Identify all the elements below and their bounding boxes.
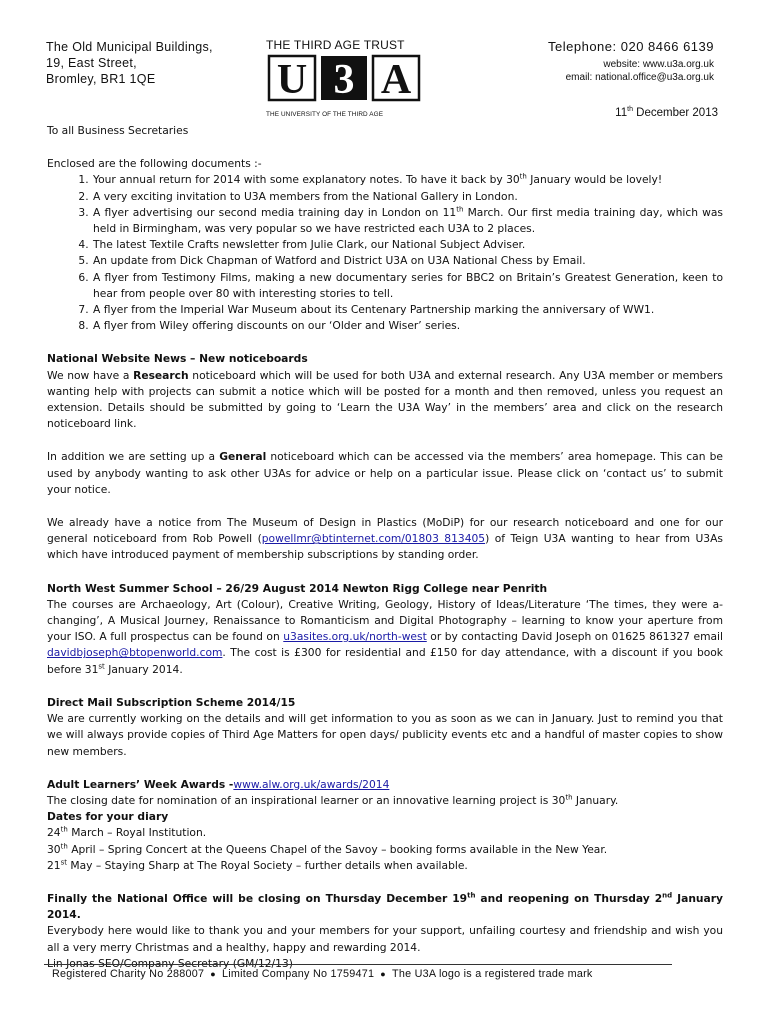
u3a-logo [266,38,422,118]
charity-number: Registered Charity No 288007 [52,968,205,980]
enclosed-intro: Enclosed are the following documents :- [47,157,262,171]
svg-text:U: U [276,57,308,103]
salutation: To all Business Secretaries [47,124,189,137]
paragraph: We already have a notice from The Museum of Design in Plastics (MoDiP) for our research noticeboard and one for our general noticeboard from Rob Powell (powellmr@btinternet.com/01803 813405) of Teign U3A wanting to hear from U3As which have introduced payment of membership subscriptions by standing order. [47,516,723,562]
telephone: Telephone: 020 8466 6139 [548,39,714,54]
website-link[interactable]: u3asites.org.uk/north-west [283,630,427,644]
address-line: Bromley, BR1 1QE [46,72,156,86]
section-heading: National Website News – New noticeboards [47,352,308,366]
diary-item: 21st May – Staying Sharp at The Royal Society – further details when available. [47,858,468,872]
contact-details [548,39,714,84]
paragraph: We are currently working on the details and will get information to you as soon as we can in January. Just to remind you that we will always provide copies of Third Age Matters for open days/ publicity events etc and a handful of master copies to show new members. [47,712,723,758]
logo-trust-name: THE THIRD AGE TRUST [266,38,405,52]
diary-item: 30th April – Spring Concert at the Queens Chapel of the Savoy – booking forms available in the New Year. [47,841,608,856]
svg-text:3: 3 [333,57,355,103]
diary-item: 24th March – Royal Institution. [47,825,207,840]
address-line: 19, East Street, [46,56,137,70]
paragraph: The closing date for nomination of an inspirational learner or an innovative learning project is 30th January. [47,793,619,807]
address-line: The Old Municipal Buildings, [46,40,213,54]
list-item: 5. An update from Dick Chapman of Watford and District U3A on U3A National Chess by Email. [92,253,723,269]
email: email: national.office@u3a.org.uk [565,72,714,83]
office-address [46,39,213,87]
letter-date: 11th December 2013 [615,106,718,119]
list-item: 7. A flyer from the Imperial War Museum about its Centenary Partnership marking the anniversary of WW1. [92,302,723,318]
diary-heading: Dates for your diary [47,810,169,824]
footer [52,968,593,980]
separator-dot: ● [380,969,386,979]
paragraph: The courses are Archaeology, Art (Colour), Creative Writing, Geology, History of Ideas/Literature ‘The times, they were a-changing’, A Musical Journey, Renaissance to Romanticism and Digital Photography – learning to know your aperture from your ISO. A full prospectus can be found on u3asites.org.uk/north-west or by contacting David Joseph on 01625 861327 email davidbjoseph@btopenworld.com. The cost is £300 for residential and £150 for day attendance, with a discount if you book before 31st January 2014. [47,597,723,676]
signature: Lin Jonas SEO/Company Secretary (GM/12/13) [47,956,293,970]
paragraph: We now have a Research noticeboard which will be used for both U3A and external research. Any U3A member or members wanting help with projects can submit a notice which will be posted for a month and then removed, unless you request an extension. Details should be submitted by going to ‘Learn the U3A Way’ in the members’ area and click on the research noticeboard link. [47,368,723,431]
paragraph: Everybody here would like to thank you and your members for your support, unfailing courtesy and friendship and wish you all a very merry Christmas and a healthy, happy and rewarding 2014. [47,924,723,954]
trademark-note: The U3A logo is a registered trade mark [391,968,593,980]
enclosed-list [47,172,723,334]
list-item: 2. A very exciting invitation to U3A members from the National Gallery in London. [92,189,723,205]
website-link[interactable]: www.alw.org.uk/awards/2014 [233,777,390,791]
list-item: 3. A flyer advertising our second media training day in London on 11th March. Our first media training day, which was held in Birmingham, was very popular so we have restricted each U3A to 2 places. [92,205,723,237]
list-item: 6. A flyer from Testimony Films, making a new documentary series for BBC2 on Britain’s Greatest Generation, keen to hear from people over 80 with interesting stories to tell. [92,270,723,302]
list-item: 1. Your annual return for 2014 with some explanatory notes. To have it back by 30th January would be lovely! [92,172,723,188]
separator-dot: ● [210,969,216,979]
company-number: Limited Company No 1759471 [221,968,375,980]
website: website: www.u3a.org.uk [603,59,714,70]
section-heading: North West Summer School – 26/29 August 2014 Newton Rigg College near Penrith [47,581,548,595]
section-heading: Adult Learners’ Week Awards -www.alw.org.uk/awards/2014 [47,777,390,791]
letter-body [47,123,723,972]
section-heading: Finally the National Office will be closing on Thursday December 19th and reopening on Thursday 2nd January 2014. [47,891,723,922]
list-item: 8. A flyer from Wiley offering discounts on our ‘Older and Wiser’ series. [92,318,723,334]
footer-divider [44,964,672,965]
svg-text:A: A [380,57,412,103]
paragraph: In addition we are setting up a General noticeboard which can be accessed via the members’ area homepage. This can be used by anybody wanting to ask other U3As for advice or help on a particular issue. Please click on ‘contact us’ to submit your notice. [47,450,723,496]
list-item: 4. The latest Textile Crafts newsletter from Julie Clark, our National Subject Adviser. [92,237,723,253]
email-link[interactable]: powellmr@btinternet.com/01803 813405 [261,532,486,546]
logo-tagline: THE UNIVERSITY OF THE THIRD AGE [266,111,384,118]
section-heading: Direct Mail Subscription Scheme 2014/15 [47,695,296,709]
email-link[interactable]: davidbjoseph@btopenworld.com [47,646,223,660]
u3a-logo-mark [266,52,422,104]
